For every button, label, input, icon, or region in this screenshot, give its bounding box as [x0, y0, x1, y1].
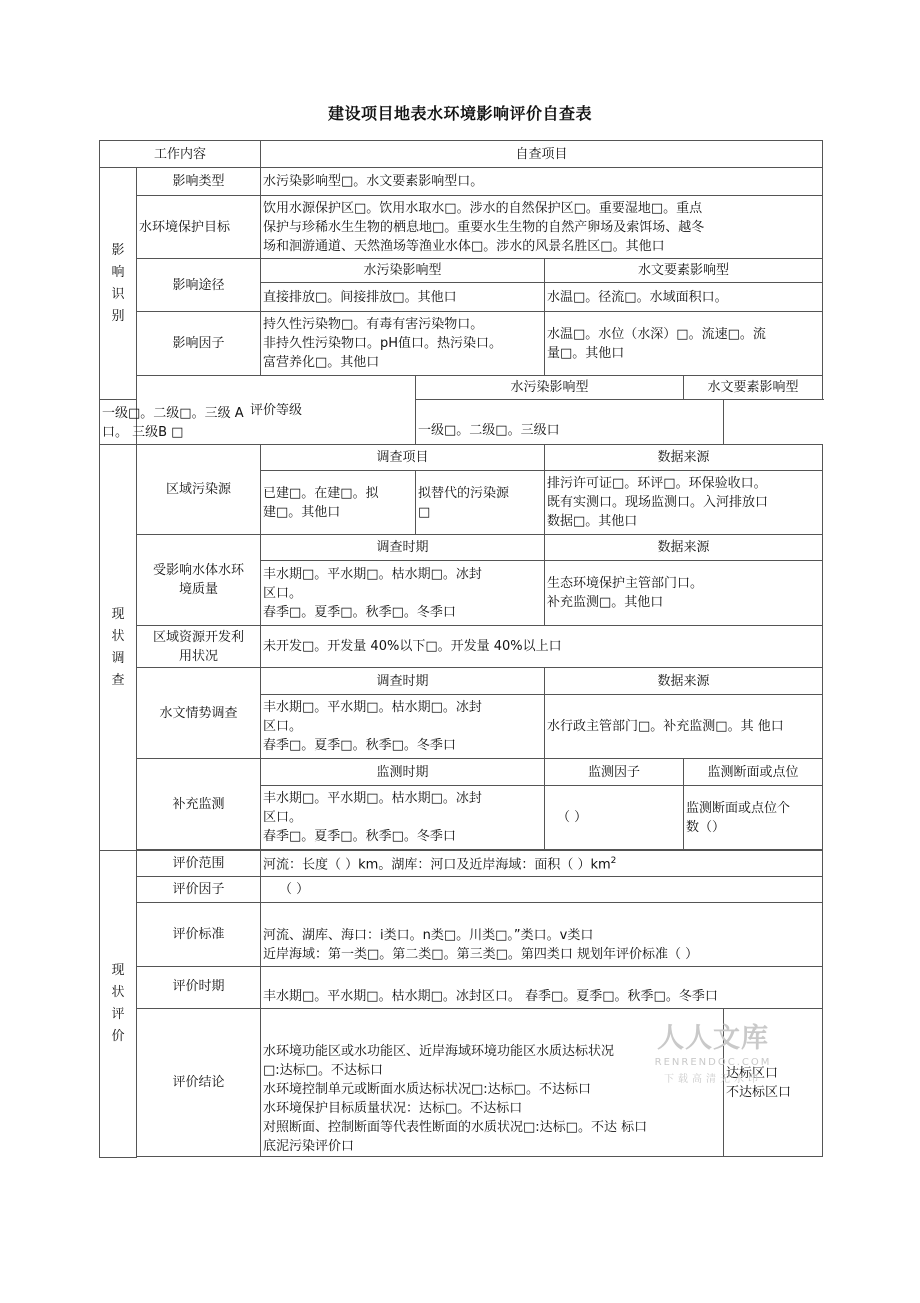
watermark-brand: 人人文库 — [657, 1023, 769, 1054]
text-line: 保护与珍稀水生生物的栖息地□。重要水生生物的自然产卵场及索饵场、越冬 — [263, 219, 705, 235]
hydro-header-data: 数据来源 — [545, 668, 823, 695]
superscript: 2 — [610, 856, 617, 867]
impact-type-value: 水污染影响型□。水文要素影响型口。 — [261, 168, 823, 196]
source-built-status — [261, 471, 416, 535]
pollution-source-label: 区域污染源 — [137, 445, 261, 535]
text-line: 非持久性污染物口。pH值口。热污染口。 — [263, 336, 503, 351]
eval-period-value: 丰水期□。平水期□。枯水期□。冰封区口。 春季□。夏季□。秋季□。冬季口 — [261, 967, 823, 1009]
eval-factor-label: 评价因子 — [137, 877, 261, 903]
text-line: 监测断面或点位个 — [686, 800, 791, 816]
grade-value-hydro: 一级□。二级□。三级口 — [416, 400, 724, 445]
text-line: 排污许可证□。环评□。环保验收口。 — [547, 476, 767, 491]
impact-factor-label: 影响因子 — [137, 312, 261, 376]
quality-header-data: 数据来源 — [545, 535, 823, 561]
text-line: 丰水期□。平水期□。枯水期□。冰封 — [263, 791, 482, 806]
text-line: 水环境保护目标质量状况：达标□。不达标口 — [263, 1101, 523, 1116]
watermark — [648, 1016, 778, 1085]
quality-header-period: 调查时期 — [261, 535, 545, 561]
source-header-items: 调查项目 — [261, 445, 545, 471]
impact-factor-hydro — [545, 312, 823, 376]
text-line: 春季□。夏季□。秋季□。冬季口 — [263, 829, 456, 844]
text-line: 数（） — [686, 819, 726, 835]
text-line: 补充监测□。其他口 — [547, 595, 664, 610]
text-line: 不达标区口 — [726, 1084, 792, 1100]
hydro-header-period: 调查时期 — [261, 668, 545, 695]
page-title: 建设项目地表水环境影响评价自查表 — [327, 104, 592, 123]
eval-conclusion-label: 评价结论 — [137, 1009, 261, 1157]
eval-period-label: 评价时期 — [137, 967, 261, 1009]
grade-value-pollution: 一级□。二级□。三级 A 口。 三级B □ — [100, 400, 261, 445]
monitor-header-factor: 监测因子 — [545, 759, 684, 786]
watermark-domain: RENRENDOC.COM — [654, 1057, 772, 1068]
grade-header-pollution: 水污染影响型 — [416, 376, 684, 400]
header-work-content: 工作内容 — [100, 141, 261, 168]
text-line: 近岸海域：第一类□。第二类□。第三类□。第四类口 规划年评价标准（ ） — [263, 947, 699, 962]
eval-range-text: 河流：长度（ ）km。湖库：河口及近岸海域：面积（ ）km — [263, 857, 611, 873]
text-line: 生态环境保护主管部门口。 — [547, 576, 704, 591]
eval-range-value — [261, 851, 823, 877]
monitor-factor-value: （ ） — [545, 786, 684, 850]
eval-range-label: 评价范围 — [137, 851, 261, 877]
grade-header-hydro: 水文要素影响型 — [684, 376, 823, 400]
eval-standard-label: 评价标准 — [137, 903, 261, 967]
eval-factor-value: （ ） — [261, 877, 823, 903]
text-line: 建□。其他口 — [263, 504, 341, 520]
text-line: 饮用水源保护区□。饮用水取水□。涉水的自然保护区□。重要湿地□。重点 — [263, 200, 703, 216]
text-line: 境质量 — [179, 582, 219, 597]
text-line: 河流、湖库、海口：i类口。n类□。川类□。”类口。v类口 — [263, 928, 594, 943]
text-line: 受影响水体水环 — [153, 563, 245, 578]
source-header-data: 数据来源 — [545, 445, 823, 471]
text-line: 持久性污染物□。有毒有害污染物口。 — [263, 317, 484, 332]
text-line: 达标区口 — [726, 1065, 779, 1081]
route-value-hydro: 水温□。径流□。水域面积口。 — [545, 283, 823, 312]
section-label: 现状评价 — [111, 962, 125, 1044]
text-line: 既有实测口。现场监测口。入河排放口 — [547, 495, 769, 510]
quality-period-value — [261, 561, 545, 626]
protect-target-label: 水环境保护目标 — [137, 196, 261, 259]
text-line: 用状况 — [179, 648, 219, 664]
header-check-items: 自查项目 — [261, 141, 823, 168]
text-line: 已建□。在建□。拟 — [263, 485, 379, 501]
resource-dev-label — [137, 626, 261, 668]
protect-target-value — [261, 196, 823, 259]
text-line: 量□。其他口 — [547, 345, 625, 361]
text-line: 区域资源开发利 — [153, 629, 245, 645]
text-line: 丰水期□。平水期□。枯水期□。冰封 — [263, 566, 482, 582]
hydro-period-value — [261, 695, 545, 759]
text-line: 春季□。夏季□。秋季□。冬季口 — [263, 604, 456, 620]
impact-route-label: 影响途径 — [137, 259, 261, 312]
section-status-evaluation — [100, 851, 137, 1158]
grade-label: 评价等级 — [137, 376, 416, 445]
monitor-point-value — [684, 786, 823, 850]
impact-type-label: 影响类型 — [137, 168, 261, 196]
text-line: 数据□。其他口 — [547, 514, 638, 529]
section-label: 影响识别 — [111, 242, 125, 324]
route-header-pollution: 水污染影响型 — [261, 259, 545, 283]
quality-data-value — [545, 561, 823, 626]
text-line: 对照断面、控制断面等代表性断面的水质状况□:达标□。不达 标口 — [263, 1120, 648, 1135]
source-data-value — [545, 471, 823, 535]
text-line: 水温□。水位（水深）□。流速□。流 — [547, 326, 766, 342]
text-line: □ — [418, 504, 431, 520]
source-replacement — [416, 471, 545, 535]
text-line: □:达标□。不达标口 — [263, 1063, 383, 1078]
text-line: 富营养化□。其他口 — [263, 355, 380, 370]
water-quality-label — [137, 535, 261, 626]
text-line: 底泥污染评价口 — [263, 1139, 355, 1154]
text-line: 区口。 — [263, 810, 303, 825]
text-line: 丰水期□。平水期□。枯水期□。冰封 — [263, 700, 482, 715]
text-line: 拟替代的污染源 — [418, 485, 510, 501]
text-line: 区口。 — [263, 719, 303, 734]
text-line: 场和洄游通道、天然渔场等渔业水体□。涉水的风景名胜区□。其他口 — [263, 238, 665, 254]
section-status-survey — [100, 445, 137, 851]
text-line: 水环境控制单元或断面水质达标状况□:达标□。不达标口 — [263, 1082, 591, 1097]
eval-standard-value — [261, 903, 823, 967]
hydro-data-value: 水行政主管部门□。补充监测□。其 他口 — [545, 695, 823, 759]
text-line: 区口。 — [263, 585, 303, 601]
text-line: 春季□。夏季□。秋季□。冬季口 — [263, 738, 456, 753]
self-check-table — [99, 140, 823, 1158]
text-line: 水环境功能区或水功能区、近岸海域环境功能区水质达标状况 — [263, 1044, 615, 1059]
hydro-survey-label: 水文情势调查 — [137, 668, 261, 759]
route-value-pollution: 直接排放□。间接排放□。其他口 — [261, 283, 545, 312]
watermark-tagline: 下载高清无水印 — [664, 1074, 762, 1085]
supplement-monitor-label: 补充监测 — [137, 759, 261, 850]
monitor-header-point: 监测断面或点位 — [684, 759, 823, 786]
section-impact-identification — [100, 168, 137, 400]
resource-dev-value: 未开发□。开发量 40%以下□。开发量 40%以上口 — [261, 626, 823, 668]
route-header-hydro: 水文要素影响型 — [545, 259, 823, 283]
impact-factor-pollution — [261, 312, 545, 376]
monitor-header-period: 监测时期 — [261, 759, 545, 786]
section-label: 现状调查 — [111, 606, 125, 688]
monitor-period-value — [261, 786, 545, 850]
